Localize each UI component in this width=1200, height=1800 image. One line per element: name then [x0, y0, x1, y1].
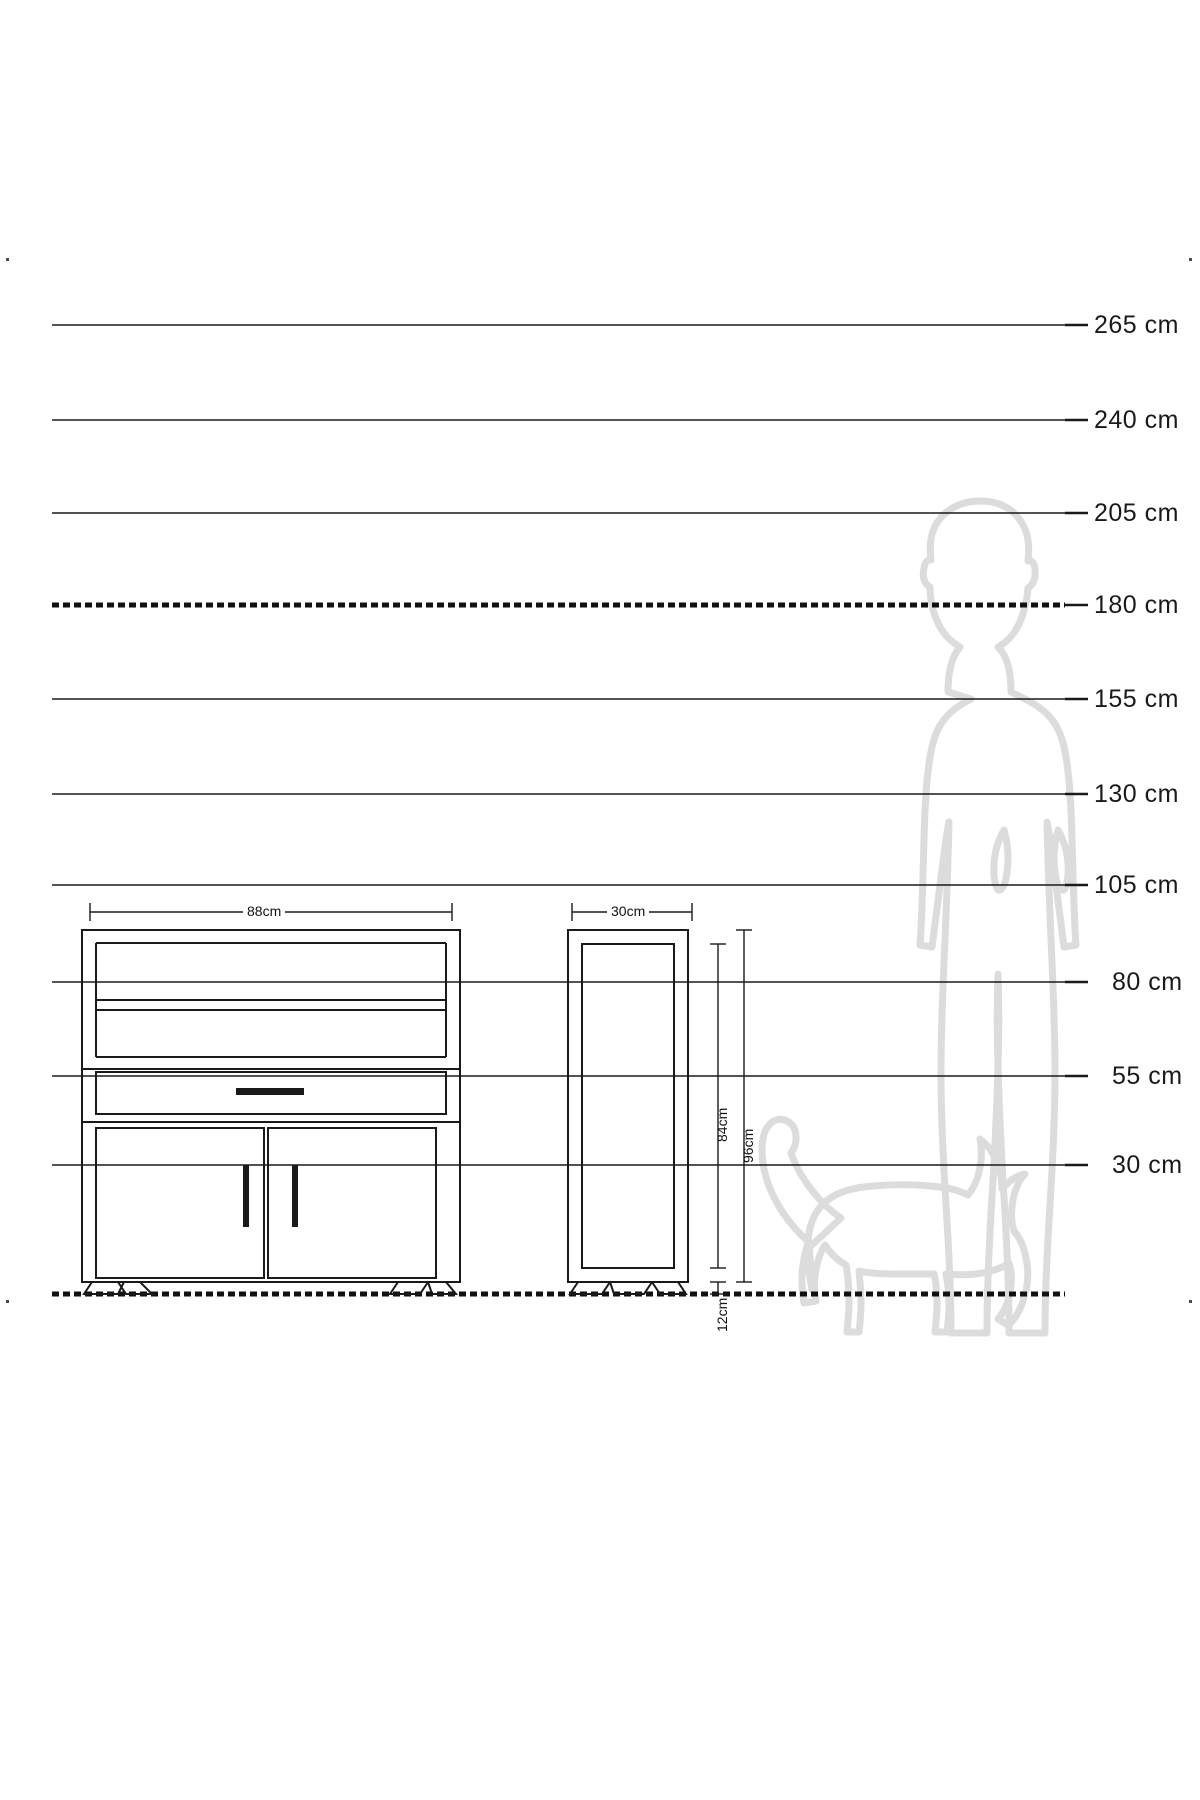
- sideboard-cabinet: [82, 930, 460, 1294]
- narrow-cabinet-door: [582, 944, 674, 1268]
- scale-label-55: 55 cm: [1112, 1062, 1183, 1090]
- registration-dot-top-right: [1189, 258, 1192, 261]
- scale-label-180: 180 cm: [1094, 591, 1179, 619]
- dimension-label-tall-total-height: 96cm: [740, 1128, 756, 1163]
- dimension-label-leg-height: 12cm: [714, 1297, 730, 1332]
- scale-label-80: 80 cm: [1112, 968, 1183, 996]
- scale-label-205: 205 cm: [1094, 499, 1179, 527]
- door-handle-right: [292, 1165, 298, 1227]
- dimension-84cm: [710, 944, 726, 1268]
- scale-label-155: 155 cm: [1094, 685, 1179, 713]
- scale-label-30: 30 cm: [1112, 1151, 1183, 1179]
- dimension-label-tall-width: 30cm: [607, 903, 649, 919]
- registration-dot-top-left: [6, 258, 9, 261]
- dimension-label-tall-height: 84cm: [714, 1107, 730, 1142]
- scale-label-130: 130 cm: [1094, 780, 1179, 808]
- registration-dot-bottom-right: [1189, 1300, 1192, 1303]
- scale-label-ticks: [1065, 325, 1088, 1165]
- door-handle-left: [243, 1165, 249, 1227]
- drawer-handle: [236, 1088, 304, 1095]
- cabinet-door-left: [96, 1128, 264, 1278]
- scale-label-105: 105 cm: [1094, 871, 1179, 899]
- scale-label-240: 240 cm: [1094, 406, 1179, 434]
- dimension-label-cabinet-width: 88cm: [243, 903, 285, 919]
- scale-label-265: 265 cm: [1094, 311, 1179, 339]
- man-silhouette: [920, 501, 1076, 1333]
- scale-lines: [52, 325, 1065, 1165]
- registration-dot-bottom-left: [6, 1300, 9, 1303]
- narrow-cabinet: [568, 930, 688, 1294]
